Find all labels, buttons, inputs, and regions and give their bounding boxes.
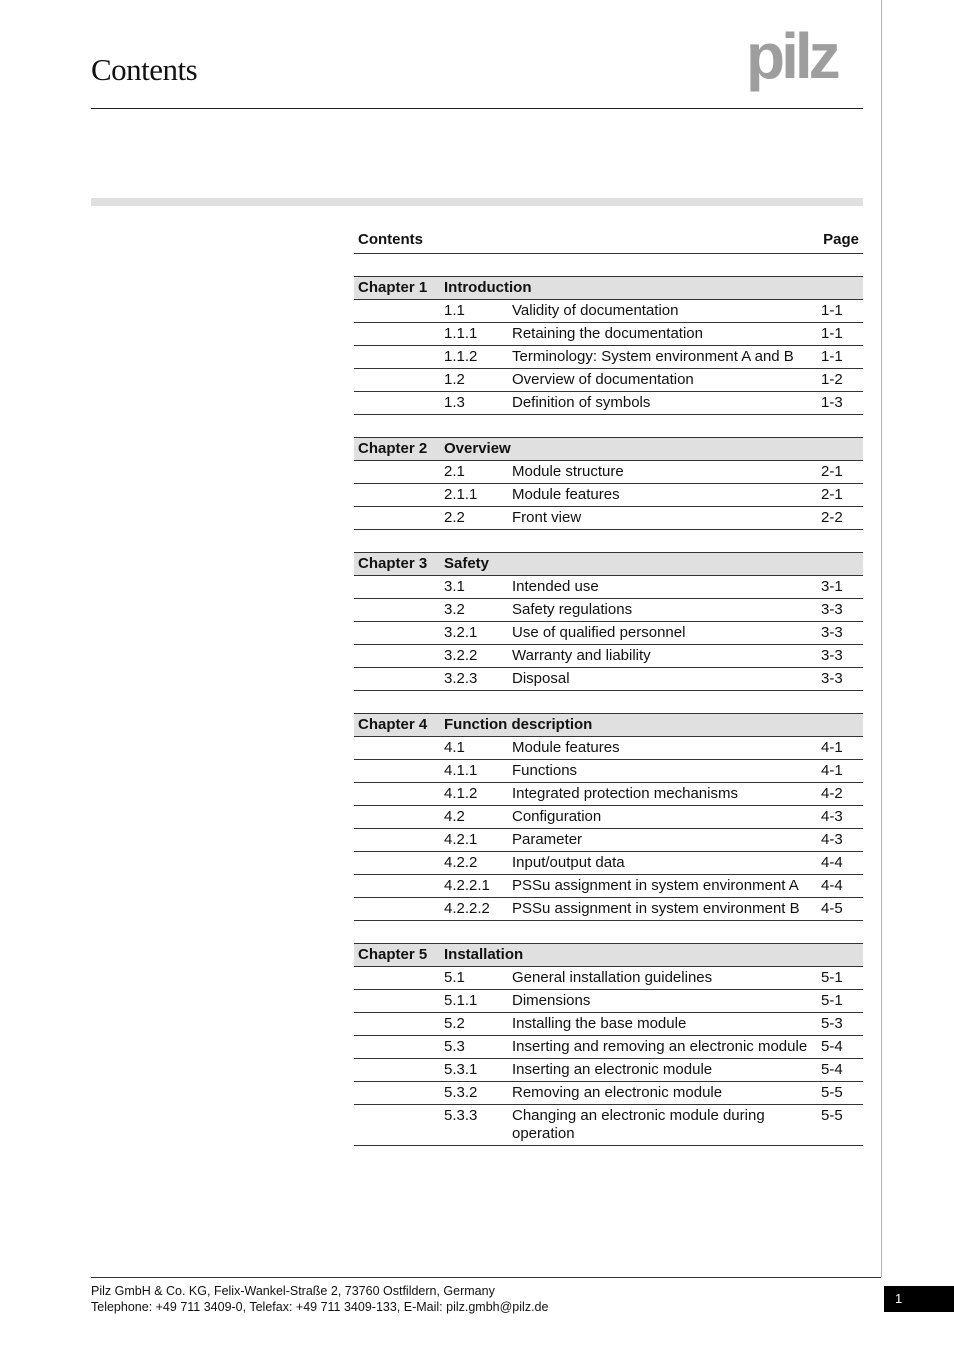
toc-entry-page: 5-1 bbox=[821, 992, 843, 1009]
toc-entry-number: 2.1.1 bbox=[444, 486, 478, 503]
toc-entry-indent bbox=[354, 739, 444, 757]
footer-address: Pilz GmbH & Co. KG, Felix-Wankel-Straße 2, 73760 Ostfildern, Germany bbox=[91, 1284, 495, 1298]
toc-entry-number: 4.1 bbox=[444, 739, 465, 756]
toc-entry bbox=[354, 668, 863, 691]
footer-contact: Telephone: +49 711 3409-0, Telefax: +49 711 3409-133, E-Mail: pilz.gmbh@pilz.de bbox=[91, 1300, 549, 1314]
toc-entry-page: 4-2 bbox=[821, 785, 843, 802]
toc-entry-number: 3.2.3 bbox=[444, 670, 478, 687]
toc-entry-title: Module features bbox=[512, 739, 620, 756]
toc-entry-page: 3-3 bbox=[821, 670, 843, 687]
toc-chapter-heading bbox=[354, 437, 863, 461]
chapter-title: Overview bbox=[444, 440, 511, 457]
toc-entry-title: PSSu assignment in system environment A bbox=[512, 877, 799, 894]
toc-entry-page: 1-1 bbox=[821, 325, 843, 342]
toc-entry-number: 2.2 bbox=[444, 509, 465, 526]
toc-entry bbox=[354, 645, 863, 668]
toc-entry-indent bbox=[354, 785, 444, 803]
toc-entry-title: Overview of documentation bbox=[512, 371, 694, 388]
toc-entry bbox=[354, 737, 863, 760]
toc-entry-page: 3-3 bbox=[821, 647, 843, 664]
toc-entry bbox=[354, 622, 863, 645]
toc-entry-title: Use of qualified personnel bbox=[512, 624, 686, 641]
toc-entry-indent bbox=[354, 1015, 444, 1033]
toc-chapter bbox=[354, 552, 863, 691]
toc-entry bbox=[354, 369, 863, 392]
toc-entry-title: Dimensions bbox=[512, 992, 591, 1009]
toc-entry bbox=[354, 300, 863, 323]
toc-entry bbox=[354, 1013, 863, 1036]
toc-entry bbox=[354, 1059, 863, 1082]
toc-chapter-heading bbox=[354, 943, 863, 967]
page-title: Contents bbox=[91, 52, 198, 87]
toc-entry-number: 5.1 bbox=[444, 969, 465, 986]
toc-entry-number: 4.2.2 bbox=[444, 854, 478, 871]
toc-entry-page: 2-2 bbox=[821, 509, 843, 526]
toc-entry-indent bbox=[354, 371, 444, 389]
toc-entry-title: Parameter bbox=[512, 831, 583, 848]
toc-entry-title: Removing an electronic module bbox=[512, 1084, 723, 1101]
toc-entry-title: Retaining the documentation bbox=[512, 325, 703, 342]
toc-entry-indent bbox=[354, 348, 444, 366]
toc-chapter bbox=[354, 943, 863, 1146]
chapter-title: Installation bbox=[444, 946, 524, 963]
chapter-label: Chapter 4 bbox=[358, 716, 428, 733]
toc-entry bbox=[354, 852, 863, 875]
toc-entry bbox=[354, 461, 863, 484]
toc-entry-page: 5-4 bbox=[821, 1038, 843, 1055]
toc-entry-indent bbox=[354, 762, 444, 780]
toc-entry bbox=[354, 990, 863, 1013]
toc-entry-title: Inserting and removing an electronic module bbox=[512, 1038, 808, 1055]
header-divider bbox=[91, 108, 863, 109]
toc-entry-number: 4.2.1 bbox=[444, 831, 478, 848]
toc-entry-indent bbox=[354, 394, 444, 412]
toc-entry-page: 4-3 bbox=[821, 808, 843, 825]
toc-entry-page: 5-1 bbox=[821, 969, 843, 986]
toc-entry-number: 5.3 bbox=[444, 1038, 465, 1055]
toc-entry-number: 4.2 bbox=[444, 808, 465, 825]
toc-entry-number: 5.3.3 bbox=[444, 1107, 478, 1124]
chapter-label: Chapter 2 bbox=[358, 440, 428, 457]
toc-entry-page: 5-3 bbox=[821, 1015, 843, 1032]
toc-entry-number: 4.2.2.1 bbox=[444, 877, 490, 894]
toc-entry bbox=[354, 323, 863, 346]
toc-entry-page: 5-5 bbox=[821, 1084, 843, 1101]
toc-entry-page: 1-1 bbox=[821, 348, 843, 365]
toc-entry-number: 1.3 bbox=[444, 394, 465, 411]
toc-entry-number: 3.2 bbox=[444, 601, 465, 618]
toc-entry-indent bbox=[354, 302, 444, 320]
toc-chapter bbox=[354, 713, 863, 921]
toc-entry-title: Disposal bbox=[512, 670, 570, 687]
toc-header-contents: Contents bbox=[358, 231, 423, 248]
chapter-label: Chapter 5 bbox=[358, 946, 428, 963]
toc-entry-title: Integrated protection mechanisms bbox=[512, 785, 738, 802]
toc-chapter bbox=[354, 437, 863, 530]
toc-entry-title: Module structure bbox=[512, 463, 624, 480]
toc-entry bbox=[354, 898, 863, 921]
toc-entry-number: 5.3.1 bbox=[444, 1061, 478, 1078]
toc-entry-page: 3-1 bbox=[821, 578, 843, 595]
toc-chapter-heading bbox=[354, 276, 863, 300]
toc-entry-title: Warranty and liability bbox=[512, 647, 651, 664]
chapter-title: Introduction bbox=[444, 279, 532, 296]
toc-entry bbox=[354, 599, 863, 622]
toc-entry-indent bbox=[354, 486, 444, 504]
toc-entry-number: 4.1.1 bbox=[444, 762, 478, 779]
toc-entry-page: 4-5 bbox=[821, 900, 843, 917]
toc-entry-page: 1-1 bbox=[821, 302, 843, 319]
toc-entry-indent bbox=[354, 831, 444, 849]
toc-entry-indent bbox=[354, 1084, 444, 1102]
toc-entry-number: 1.2 bbox=[444, 371, 465, 388]
toc-entry-title: Installing the base module bbox=[512, 1015, 687, 1032]
toc-entry-indent bbox=[354, 1061, 444, 1079]
toc-entry-number: 4.1.2 bbox=[444, 785, 478, 802]
toc-entry-number: 4.2.2.2 bbox=[444, 900, 490, 917]
toc-entry bbox=[354, 484, 863, 507]
toc-entry bbox=[354, 806, 863, 829]
chapter-label: Chapter 3 bbox=[358, 555, 428, 572]
toc-entry-title: Terminology: System environment A and B bbox=[512, 348, 794, 365]
toc-entry-title: Inserting an electronic module bbox=[512, 1061, 713, 1078]
toc-entry-number: 5.1.1 bbox=[444, 992, 478, 1009]
toc-entry-page: 1-3 bbox=[821, 394, 843, 411]
toc-header bbox=[354, 226, 863, 254]
toc-entry-indent bbox=[354, 509, 444, 527]
toc-entry-title: Validity of documentation bbox=[512, 302, 679, 319]
toc-entry-indent bbox=[354, 808, 444, 826]
toc-entry bbox=[354, 1082, 863, 1105]
toc-entry bbox=[354, 760, 863, 783]
toc-entry-number: 2.1 bbox=[444, 463, 465, 480]
toc-entry bbox=[354, 875, 863, 898]
toc-entry bbox=[354, 1036, 863, 1059]
toc-entry-title: Definition of symbols bbox=[512, 394, 651, 411]
toc-entry-indent bbox=[354, 463, 444, 481]
toc-entry-indent bbox=[354, 1107, 444, 1143]
toc-entry-title: General installation guidelines bbox=[512, 969, 713, 986]
toc-entry bbox=[354, 1105, 863, 1146]
section-band bbox=[91, 198, 863, 206]
toc-entry-number: 5.3.2 bbox=[444, 1084, 478, 1101]
toc-entry-number: 1.1.2 bbox=[444, 348, 478, 365]
chapter-title: Function description bbox=[444, 716, 593, 733]
toc-entry-page: 4-1 bbox=[821, 739, 843, 756]
page-edge-line bbox=[881, 0, 882, 1277]
toc-entry-page: 5-4 bbox=[821, 1061, 843, 1078]
toc-entry-page: 5-5 bbox=[821, 1107, 843, 1124]
toc-entry-title: Configuration bbox=[512, 808, 602, 825]
toc-entry-title: Safety regulations bbox=[512, 601, 633, 618]
page-number: 1 bbox=[884, 1286, 954, 1312]
toc-entry-page: 1-2 bbox=[821, 371, 843, 388]
toc-chapter bbox=[354, 276, 863, 415]
toc-entry-indent bbox=[354, 1038, 444, 1056]
toc-entry-indent bbox=[354, 992, 444, 1010]
toc-chapter-heading bbox=[354, 552, 863, 576]
pilz-logo bbox=[746, 28, 866, 94]
toc-chapter-heading bbox=[354, 713, 863, 737]
table-of-contents bbox=[354, 226, 863, 1146]
toc-entry-page: 3-3 bbox=[821, 601, 843, 618]
toc-entry-indent bbox=[354, 578, 444, 596]
toc-entry bbox=[354, 967, 863, 990]
toc-entry-title: Front view bbox=[512, 509, 582, 526]
toc-entry-page: 3-3 bbox=[821, 624, 843, 641]
toc-entry bbox=[354, 829, 863, 852]
toc-entry-indent bbox=[354, 647, 444, 665]
logo-text: pilz bbox=[746, 28, 837, 92]
footer-divider bbox=[91, 1277, 881, 1278]
toc-entry-number: 1.1 bbox=[444, 302, 465, 319]
chapter-title: Safety bbox=[444, 555, 490, 572]
chapter-label: Chapter 1 bbox=[358, 279, 428, 296]
toc-entry bbox=[354, 507, 863, 530]
toc-entry-page: 2-1 bbox=[821, 463, 843, 480]
toc-entry-page: 4-4 bbox=[821, 854, 843, 871]
toc-entry-title: Input/output data bbox=[512, 854, 625, 871]
toc-entry-page: 4-4 bbox=[821, 877, 843, 894]
toc-entry-indent bbox=[354, 601, 444, 619]
toc-entry-title: Intended use bbox=[512, 578, 599, 595]
toc-entry-page: 2-1 bbox=[821, 486, 843, 503]
toc-entry-title: Changing an electronic module during operation bbox=[512, 1107, 765, 1142]
toc-entry-number: 5.2 bbox=[444, 1015, 465, 1032]
toc-entry bbox=[354, 392, 863, 415]
toc-entry-indent bbox=[354, 624, 444, 642]
toc-entry-number: 3.1 bbox=[444, 578, 465, 595]
toc-entry-number: 3.2.1 bbox=[444, 624, 478, 641]
toc-entry-title: Module features bbox=[512, 486, 620, 503]
toc-entry-indent bbox=[354, 325, 444, 343]
footer bbox=[91, 1283, 548, 1315]
toc-entry bbox=[354, 576, 863, 599]
toc-entry-page: 4-3 bbox=[821, 831, 843, 848]
toc-entry-number: 1.1.1 bbox=[444, 325, 478, 342]
toc-header-page: Page bbox=[823, 231, 859, 248]
toc-entry-indent bbox=[354, 670, 444, 688]
toc-entry-title: PSSu assignment in system environment B bbox=[512, 900, 800, 917]
toc-entry-indent bbox=[354, 877, 444, 895]
toc-entry bbox=[354, 346, 863, 369]
toc-entry-page: 4-1 bbox=[821, 762, 843, 779]
toc-entry bbox=[354, 783, 863, 806]
toc-entry-indent bbox=[354, 969, 444, 987]
toc-entry-indent bbox=[354, 900, 444, 918]
toc-entry-title: Functions bbox=[512, 762, 578, 779]
toc-entry-number: 3.2.2 bbox=[444, 647, 478, 664]
toc-entry-indent bbox=[354, 854, 444, 872]
